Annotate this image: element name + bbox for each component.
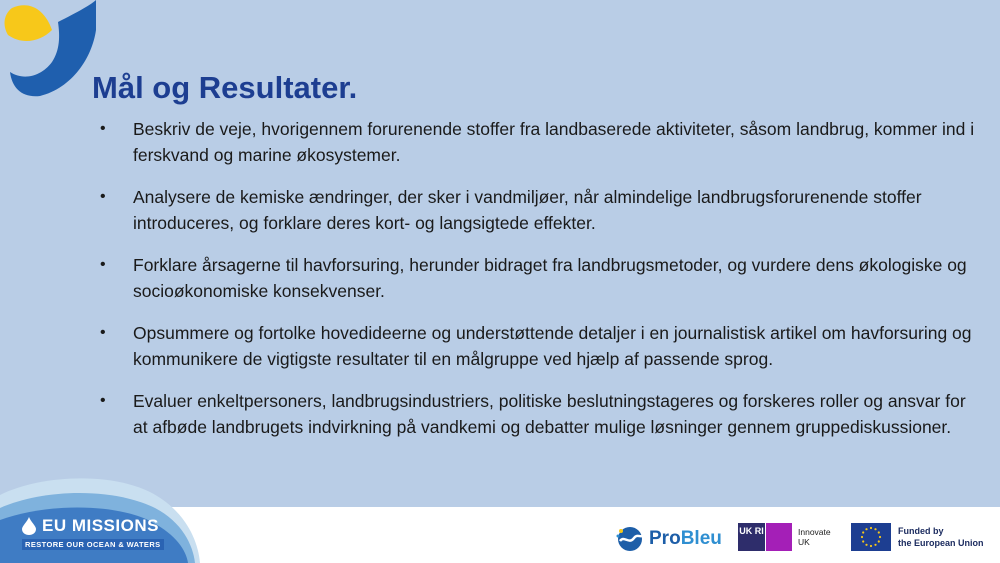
page-title: Mål og Resultater.	[92, 70, 358, 105]
bullet-icon: •	[100, 120, 106, 137]
innovate-uk-line2: UK	[798, 537, 810, 547]
innovate-uk-text	[798, 527, 831, 547]
eu-funding-text	[898, 525, 984, 549]
list-item-text: Analysere de kemiske ændringer, der sker i vandmiljøer, når almindelige landbrugsforurenende stoffer introduceres, og forklare deres kort- og langsigtede effekter.	[133, 187, 922, 233]
list-item-text: Forklare årsagerne til havforsuring, herunder bidraget fra landbrugsmetoder, og vurdere dens økologiske og socioøkonomiske konsekvenser.	[133, 255, 967, 301]
probleu-bleu: Bleu	[680, 528, 722, 549]
eu-funding-logo	[851, 523, 984, 551]
probleu-pro: Pro	[649, 528, 681, 549]
innovate-uk-line1: Innovate	[798, 527, 831, 537]
bullet-icon: •	[100, 324, 106, 341]
eu-missions-subtitle: RESTORE OUR OCEAN & WATERS	[22, 539, 164, 550]
eu-funding-line1: Funded by	[898, 526, 944, 536]
list-item	[98, 184, 978, 236]
probleu-wave-icon	[615, 525, 645, 553]
ukri-mark: UK RI	[738, 523, 765, 551]
list-item	[98, 252, 978, 304]
innovate-uk-logo	[738, 523, 831, 551]
water-drop-icon	[22, 517, 36, 535]
probleu-wordmark	[649, 528, 722, 550]
list-item-text: Evaluer enkeltpersoners, landbrugsindustriers, politiske beslutningstageres og forskeres roller og ansvar for at afbøde landbrugets indvirkning på vandkemi og debatter mulige løsninger gennem gruppediskussioner.	[133, 391, 966, 437]
bullet-icon: •	[100, 188, 106, 205]
bullet-icon: •	[100, 392, 106, 409]
project-logo-icon	[0, 0, 100, 100]
eu-missions-title: EU MISSIONS	[42, 516, 159, 535]
probleu-logo	[615, 525, 722, 553]
list-item	[98, 116, 978, 168]
list-item-text: Opsummere og fortolke hovedideerne og understøttende detaljer i en journalistisk artikel om havforsuring og kommunikere de vigtigste resultater til en målgruppe ved hjælp af passende sprog.	[133, 323, 972, 369]
eu-missions-logo	[22, 516, 164, 550]
eu-funding-line2: the European Union	[898, 538, 984, 548]
objectives-list	[98, 116, 978, 456]
ukri-color-block	[766, 523, 792, 551]
list-item	[98, 388, 978, 440]
list-item-text: Beskriv de veje, hvorigennem forurenende stoffer fra landbaserede aktiviteter, såsom landbrug, kommer ind i ferskvand og marine økosystemer.	[133, 119, 975, 165]
bullet-icon: •	[100, 256, 106, 273]
list-item	[98, 320, 978, 372]
eu-flag-icon	[851, 523, 891, 551]
